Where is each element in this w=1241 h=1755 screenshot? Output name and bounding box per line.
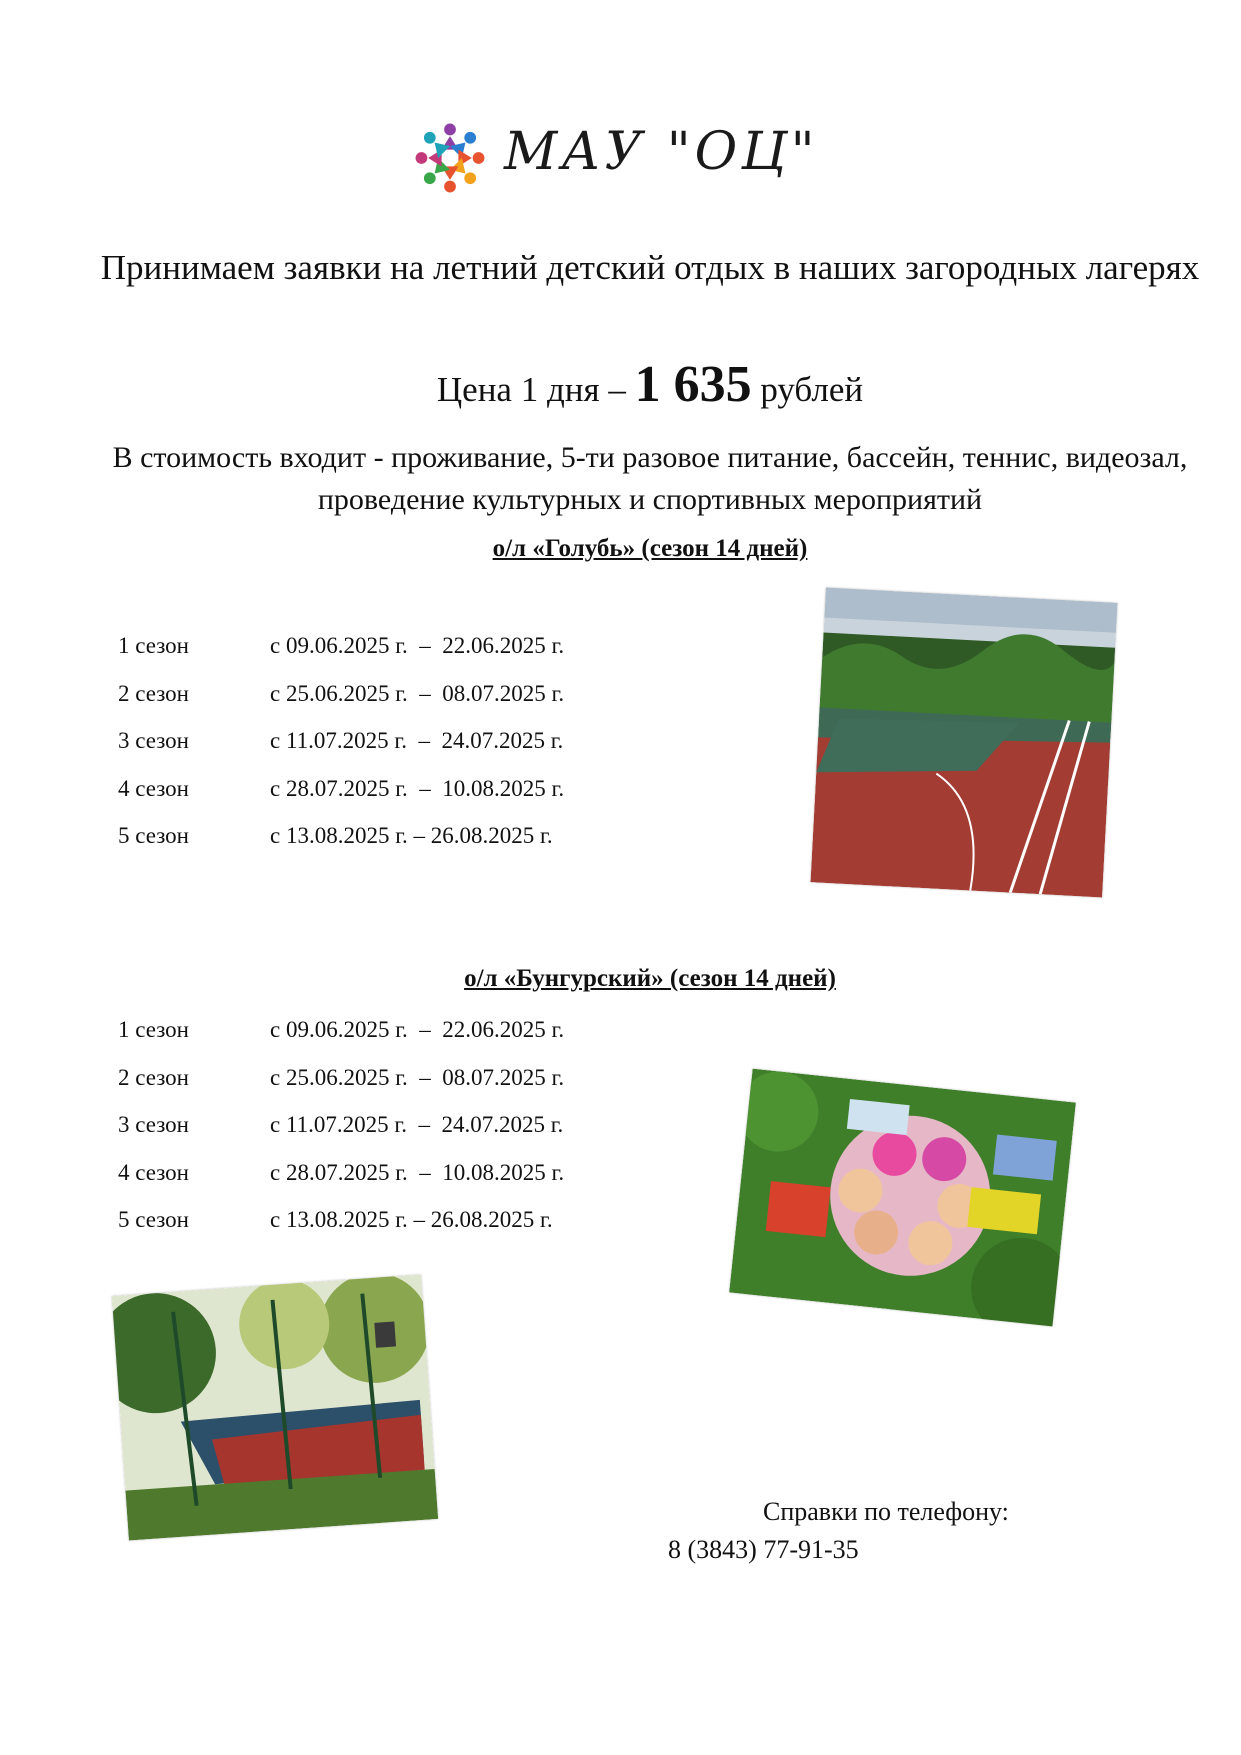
season-dates: с 09.06.2025 г. – 22.06.2025 г. — [270, 1017, 565, 1042]
price-amount: 1 635 — [634, 356, 752, 413]
season-label: 2 сезон — [118, 680, 189, 706]
season-dates: с 25.06.2025 г. – 08.07.2025 г. — [270, 1064, 565, 1090]
photo-fenced-court — [112, 1274, 438, 1540]
logo-people-circle-icon — [408, 116, 492, 200]
camp-title-golub: о/л «Голубь» (сезон 14 дней) — [492, 535, 808, 562]
season-dates: с 13.08.2025 г. – 26.08.2025 г. — [270, 1207, 553, 1232]
season-dates: с 11.07.2025 г. – 24.07.2025 г. — [270, 1112, 564, 1137]
season-dates: с 25.06.2025 г. – 08.07.2025 г. — [270, 680, 565, 706]
price-dash: – — [608, 370, 626, 409]
price-prefix: Цена 1 дня — [436, 370, 600, 409]
season-label: 5 сезон — [118, 823, 189, 848]
season-label: 5 сезон — [118, 1207, 189, 1232]
contact-label: Справки по телефону: — [763, 1497, 1009, 1526]
season-label: 3 сезон — [118, 1112, 189, 1137]
camp-title-bungursky: о/л «Бунгурский» (сезон 14 дней) — [464, 965, 836, 992]
season-label: 4 сезон — [118, 775, 189, 801]
season-dates: с 11.07.2025 г. – 24.07.2025 г. — [270, 728, 564, 753]
photo-sports-court — [810, 588, 1117, 898]
contact-phone: 8 (3843) 77-91-35 — [668, 1535, 859, 1564]
includes-text: В стоимость входит - проживание, 5-ти разовое питание, бассейн, теннис, видеозал, проведение культурных и спортивных мероприятий — [112, 441, 1188, 516]
season-dates: с 09.06.2025 г. – 22.06.2025 г. — [270, 633, 565, 658]
season-label: 2 сезон — [118, 1064, 189, 1090]
season-dates: с 28.07.2025 г. – 10.08.2025 г. — [270, 1159, 565, 1185]
season-dates: с 28.07.2025 г. – 10.08.2025 г. — [270, 775, 565, 801]
price-unit: рублей — [760, 370, 864, 409]
season-label: 1 сезон — [118, 633, 189, 658]
price-line — [100, 355, 1200, 414]
logo — [408, 112, 828, 202]
season-dates: с 13.08.2025 г. – 26.08.2025 г. — [270, 823, 553, 848]
season-label: 1 сезон — [118, 1017, 189, 1042]
headline: Принимаем заявки на летний детский отдых в наших загородных лагерях — [100, 248, 1200, 287]
season-label: 3 сезон — [118, 728, 189, 753]
logo-text: МАУ "ОЦ" — [504, 122, 819, 182]
season-label: 4 сезон — [118, 1159, 189, 1185]
photo-children-circle — [729, 1069, 1076, 1327]
